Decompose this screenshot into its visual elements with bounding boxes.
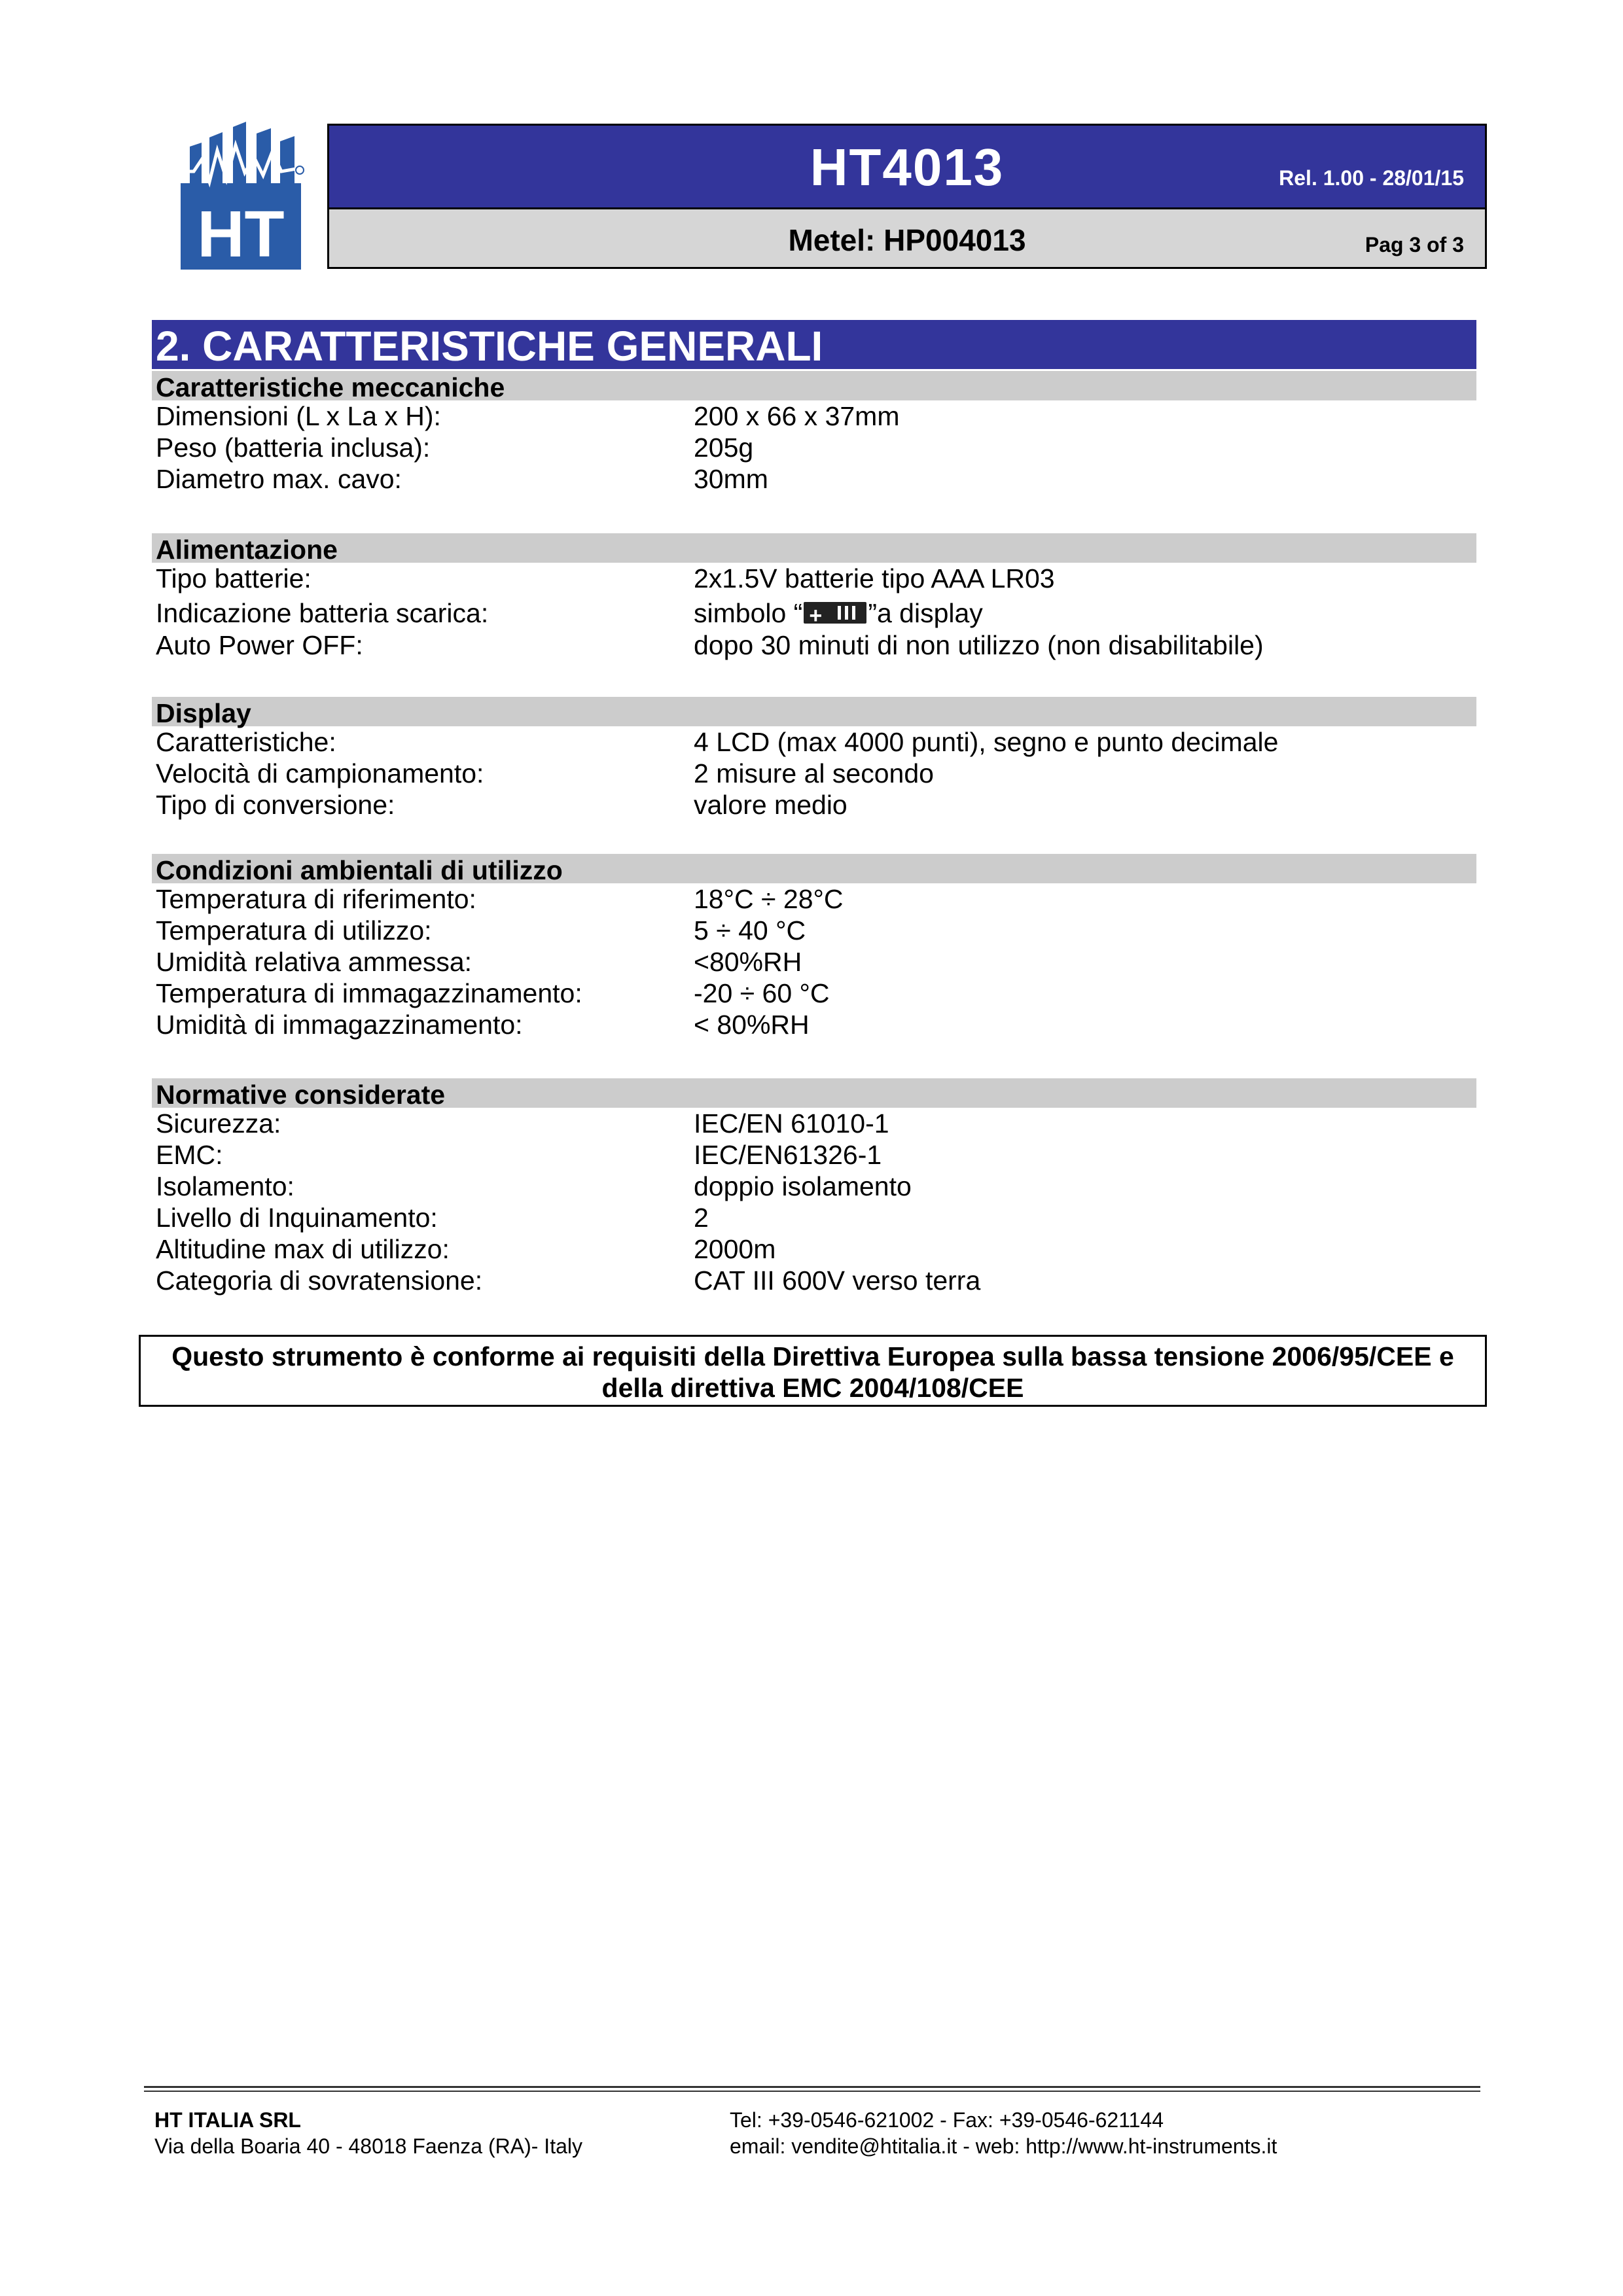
spec-label: Temperatura di riferimento: (156, 884, 476, 914)
spec-value: 30mm (694, 464, 768, 494)
metel-code: Metel: HP004013 (788, 223, 1026, 257)
group-title: Condizioni ambientali di utilizzo (152, 854, 1476, 883)
group-title: Normative considerate (152, 1078, 1476, 1108)
spec-label: Diametro max. cavo: (156, 464, 402, 494)
spec-label: Umidità di immagazzinamento: (156, 1010, 523, 1040)
spec-value: 2000m (694, 1234, 776, 1264)
spec-value: doppio isolamento (694, 1171, 912, 1201)
spec-value: 18°C ÷ 28°C (694, 884, 844, 914)
company-address: Via della Boaria 40 - 48018 Faenza (RA)- Italy (154, 2134, 582, 2158)
spec-label: Livello di Inquinamento: (156, 1203, 438, 1233)
notice-line: della direttiva EMC 2004/108/CEE (601, 1373, 1024, 1403)
spec-value: 2 (694, 1203, 709, 1233)
spec-label: Temperatura di immagazzinamento: (156, 978, 582, 1008)
spec-label: Caratteristiche: (156, 727, 336, 757)
spec-label: Auto Power OFF: (156, 630, 363, 660)
ht-logo (175, 119, 306, 271)
spec-row (152, 1265, 1476, 1296)
header-top-band (329, 126, 1485, 207)
spec-label: Tipo di conversione: (156, 790, 395, 820)
spec-row (152, 1202, 1476, 1233)
value-suffix: ”a display (868, 598, 983, 628)
spec-value: 2 misure al secondo (694, 758, 934, 788)
spec-label: Dimensioni (L x La x H): (156, 401, 441, 431)
spec-value: 205g (694, 433, 754, 463)
spec-label: Altitudine max di utilizzo: (156, 1234, 450, 1264)
header-bottom-band (329, 207, 1485, 267)
low-battery-icon (804, 602, 866, 624)
spec-row (152, 629, 1476, 661)
group-title: Alimentazione (152, 533, 1476, 563)
contact-phone: Tel: +39-0546-621002 - Fax: +39-0546-621144 (730, 2108, 1164, 2132)
group-title: Display (152, 697, 1476, 726)
group-display (152, 697, 1476, 821)
spec-value: IEC/EN61326-1 (694, 1140, 882, 1170)
contact-web: email: vendite@htitalia.it - web: http://www.ht-instruments.it (730, 2134, 1277, 2158)
value-prefix: simbolo “ (694, 598, 803, 628)
footer-company-block (154, 2107, 582, 2159)
spec-value: 2x1.5V batterie tipo AAA LR03 (694, 563, 1055, 593)
spec-row (152, 594, 1476, 629)
document-header (327, 124, 1487, 269)
spec-value: IEC/EN 61010-1 (694, 1108, 889, 1139)
spec-row (152, 400, 1476, 432)
release-info: Rel. 1.00 - 28/01/15 (1279, 166, 1464, 190)
spec-row (152, 789, 1476, 821)
spec-value: 4 LCD (max 4000 punti), segno e punto decimale (694, 727, 1279, 757)
spec-label: Temperatura di utilizzo: (156, 915, 432, 945)
spec-label: Peso (batteria inclusa): (156, 433, 431, 463)
company-name: HT ITALIA SRL (154, 2108, 301, 2132)
spec-value: dopo 30 minuti di non utilizzo (non disabilitabile) (694, 630, 1264, 660)
spec-value: CAT III 600V verso terra (694, 1265, 981, 1296)
spec-row (152, 758, 1476, 789)
footer-divider (144, 2091, 1480, 2092)
spec-row (152, 1108, 1476, 1139)
spec-label: Categoria di sovratensione: (156, 1265, 483, 1296)
spec-row (152, 1171, 1476, 1202)
spec-row (152, 463, 1476, 495)
spec-row (152, 1009, 1476, 1040)
spec-label: Indicazione batteria scarica: (156, 598, 489, 628)
spec-row (152, 1139, 1476, 1171)
spec-value: -20 ÷ 60 °C (694, 978, 830, 1008)
spec-row (152, 1233, 1476, 1265)
logo-text: HT (197, 198, 285, 271)
group-environment (152, 854, 1476, 1040)
footer-contact-block (730, 2107, 1277, 2159)
spec-label: Umidità relativa ammessa: (156, 947, 473, 977)
spec-label: Sicurezza: (156, 1108, 281, 1139)
group-mechanical (152, 371, 1476, 495)
spec-value: < 80%RH (694, 1010, 810, 1040)
spec-label: Velocità di campionamento: (156, 758, 484, 788)
notice-line: Questo strumento è conforme ai requisiti della Direttiva Europea sulla bassa tensione 2006/95/CEE e (171, 1341, 1454, 1371)
spec-row (152, 883, 1476, 915)
spec-value (694, 594, 983, 632)
group-standards (152, 1078, 1476, 1296)
spec-row (152, 726, 1476, 758)
model-title: HT4013 (810, 138, 1005, 196)
spec-value: valore medio (694, 790, 847, 820)
spec-label: Tipo batterie: (156, 563, 312, 593)
section-title: 2. CARATTERISTICHE GENERALI (152, 320, 1476, 369)
spec-row (152, 946, 1476, 978)
spec-label: Isolamento: (156, 1171, 294, 1201)
spec-row (152, 563, 1476, 594)
spec-value: 200 x 66 x 37mm (694, 401, 900, 431)
spec-value: 5 ÷ 40 °C (694, 915, 806, 945)
spec-row (152, 432, 1476, 463)
spec-row (152, 915, 1476, 946)
spec-label: EMC: (156, 1140, 223, 1170)
footer-divider (144, 2086, 1480, 2088)
page-number: Pag 3 of 3 (1364, 233, 1464, 256)
spec-row (152, 978, 1476, 1009)
conformity-notice (139, 1335, 1487, 1407)
group-power (152, 533, 1476, 661)
spec-value: <80%RH (694, 947, 802, 977)
group-title: Caratteristiche meccaniche (152, 371, 1476, 400)
